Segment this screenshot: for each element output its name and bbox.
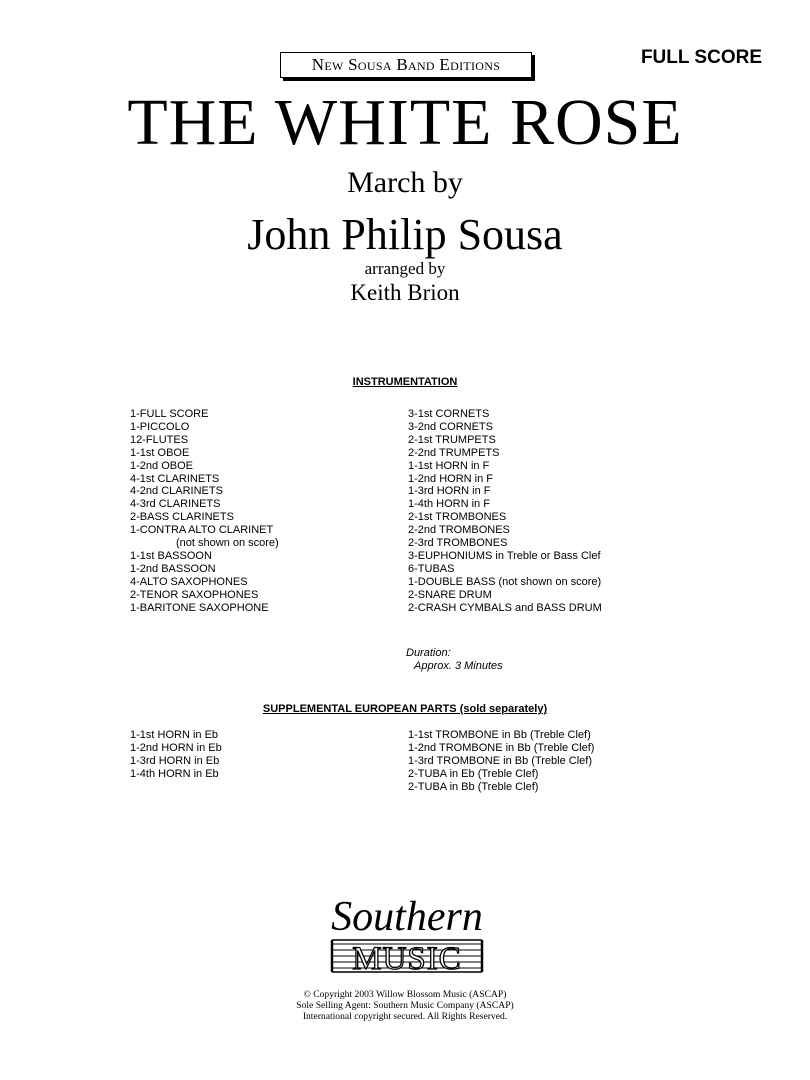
list-item: 1-4th HORN in F [408, 498, 490, 511]
list-item: 2-SNARE DRUM [408, 588, 492, 601]
copyright-line: © Copyright 2003 Willow Blossom Music (ASCAP) [303, 989, 507, 1000]
list-item: 4-2nd CLARINETS [130, 485, 223, 498]
list-item: 4-1st CLARINETS [130, 472, 220, 485]
list-item: 1-4th HORN in Eb [130, 767, 219, 780]
list-item: 1-PICCOLO [130, 420, 190, 433]
list-item: 12-FLUTES [130, 433, 189, 446]
page-title: THE WHITE ROSE [127, 86, 683, 159]
duration-label: Duration: [406, 647, 451, 659]
list-item: 1-2nd HORN in Eb [130, 741, 222, 754]
list-item: 1-1st OBOE [130, 446, 190, 459]
full-score-label: FULL SCORE [640, 47, 762, 68]
instrumentation-heading: INSTRUMENTATION [352, 376, 458, 388]
list-item: 2-1st TRUMPETS [408, 433, 496, 446]
list-item: 2-1st TROMBONES [408, 511, 507, 524]
logo-southern-text: Southern [331, 894, 483, 940]
list-item: 2-2nd TRUMPETS [408, 446, 500, 459]
composer-name: John Philip Sousa [247, 210, 563, 259]
copyright-line: Sole Selling Agent: Southern Music Company (ASCAP) [296, 1000, 514, 1012]
list-item: 1-2nd HORN in F [408, 472, 493, 485]
copyright-line: International copyright secured. All Rights Reserved. [302, 1011, 508, 1023]
list-item: 4-3rd CLARINETS [130, 498, 221, 511]
list-item: 2-CRASH CYMBALS and BASS DRUM [408, 601, 602, 614]
list-item: 1-1st BASSOON [130, 549, 212, 562]
list-item: 1-2nd OBOE [130, 459, 193, 472]
southern-music-logo [322, 890, 492, 982]
instrumentation-right-column [408, 408, 602, 615]
list-item: 1-DOUBLE BASS (not shown on score) [408, 575, 602, 588]
copyright-notice [0, 989, 810, 1023]
list-item-note: (not shown on score) [176, 537, 279, 550]
supplemental-right-column [408, 729, 594, 794]
list-item: 3-2nd CORNETS [408, 420, 493, 433]
supplemental-heading: SUPPLEMENTAL EUROPEAN PARTS (sold separately) [262, 703, 548, 715]
list-item: 1-1st HORN in Eb [130, 729, 219, 741]
arranger-name: Keith Brion [350, 280, 460, 305]
duration-value: Approx. 3 Minutes [414, 660, 503, 672]
list-item: 1-3rd HORN in Eb [130, 754, 220, 767]
list-item: 1-1st TROMBONE in Bb (Treble Clef) [408, 729, 591, 741]
list-item: 2-TUBA in Bb (Treble Clef) [408, 780, 539, 793]
list-item: 3-1st CORNETS [408, 408, 490, 420]
list-item: 1-3rd HORN in F [408, 485, 491, 498]
logo-music-text: MUSIC [352, 941, 462, 977]
instrumentation-left-column [130, 408, 279, 615]
list-item: 1-2nd BASSOON [130, 562, 216, 575]
list-item: 1-CONTRA ALTO CLARINET [130, 524, 274, 537]
list-item: 6-TUBAS [408, 562, 455, 575]
list-item: 2-2nd TROMBONES [408, 524, 510, 537]
list-item: 2-3rd TROMBONES [408, 537, 508, 550]
list-item: 2-BASS CLARINETS [130, 511, 234, 524]
list-item: 2-TUBA in Eb (Treble Clef) [408, 767, 539, 780]
list-item: 1-3rd TROMBONE in Bb (Treble Clef) [408, 754, 592, 767]
list-item: 2-TENOR SAXOPHONES [130, 588, 259, 601]
arranged-by-label: arranged by [364, 259, 446, 278]
list-item: 1-2nd TROMBONE in Bb (Treble Clef) [408, 741, 595, 754]
series-label: New Sousa Band Editions [280, 52, 532, 78]
supplemental-left-column [130, 729, 222, 781]
subtitle: March by [347, 166, 463, 199]
list-item: 3-EUPHONIUMS in Treble or Bass Clef [408, 549, 601, 562]
list-item: 1-FULL SCORE [130, 408, 209, 420]
list-item: 1-BARITONE SAXOPHONE [130, 601, 269, 614]
list-item: 4-ALTO SAXOPHONES [130, 575, 248, 588]
duration-block [406, 647, 503, 673]
list-item: 1-1st HORN in F [408, 459, 490, 472]
